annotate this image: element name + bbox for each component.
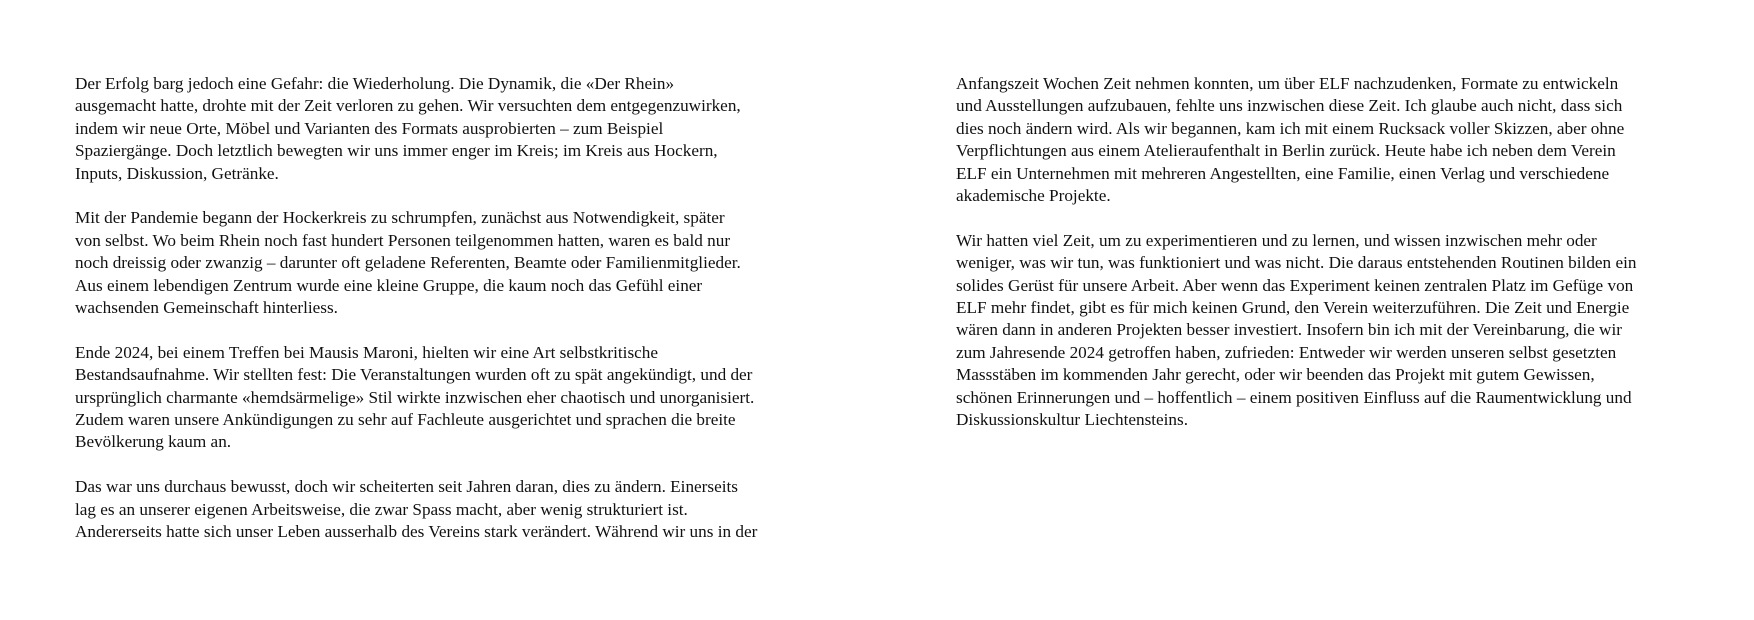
text-line: Spaziergänge. Doch letztlich bewegten wir uns immer enger im Kreis; im Kreis aus Hockern, [75, 141, 718, 161]
text-line: ELF ein Unternehmen mit mehreren Angestellten, eine Familie, einen Verlag und verschiedene [956, 163, 1610, 183]
text-line: Massstäben im kommenden Jahr gerecht, oder wir beenden das Projekt mit gutem Gewissen, [956, 365, 1595, 385]
text-line: Zudem waren unsere Ankündigungen zu sehr auf Fachleute ausgerichtet und sprachen die breite [75, 410, 736, 430]
text-line: Das war uns durchaus bewusst, doch wir scheiterten seit Jahren daran, dies zu ändern. Einerseits [75, 477, 738, 497]
text-line: Ende 2024, bei einem Treffen bei Mausis Maroni, hielten wir eine Art selbstkritische [75, 342, 658, 362]
text-line: Verpflichtungen aus einem Atelieraufenthalt in Berlin zurück. Heute habe ich neben dem Verein [956, 141, 1616, 161]
paragraph [956, 230, 1691, 432]
text-line: und Ausstellungen aufzubauen, fehlte uns inzwischen diese Zeit. Ich glaube auch nicht, dass sich [956, 96, 1623, 116]
text-line: noch dreissig oder zwanzig – darunter oft geladene Referenten, Beamte oder Familienmitglieder. [75, 253, 741, 273]
text-line: Bestandsaufnahme. Wir stellten fest: Die Veranstaltungen wurden oft zu spät angekündigt, und der [75, 365, 753, 385]
paragraph [75, 207, 810, 319]
text-line: Inputs, Diskussion, Getränke. [75, 163, 279, 183]
paragraph [75, 476, 810, 543]
text-line: solides Gerüst für unsere Arbeit. Aber wenn das Experiment keinen zentralen Platz im Gefüge von [956, 275, 1634, 295]
text-line: Aus einem lebendigen Zentrum wurde eine kleine Gruppe, die kaum noch das Gefühl einer [75, 275, 703, 295]
text-line: schönen Erinnerungen und – hoffentlich – einem positiven Einfluss auf die Raumentwicklung und [956, 387, 1632, 407]
right-text-column [956, 73, 1691, 431]
text-line: Mit der Pandemie begann der Hockerkreis zu schrumpfen, zunächst aus Notwendigkeit, später [75, 208, 725, 228]
paragraph [75, 73, 810, 185]
text-line: Wir hatten viel Zeit, um zu experimentieren und zu lernen, und wissen inzwischen mehr oder [956, 230, 1597, 250]
text-line: Anfangszeit Wochen Zeit nehmen konnten, um über ELF nachzudenken, Formate zu entwickeln [956, 74, 1619, 93]
text-line: akademische Projekte. [956, 186, 1111, 206]
text-line: Bevölkerung kaum an. [75, 432, 232, 452]
text-line: Der Erfolg barg jedoch eine Gefahr: die Wiederholung. Die Dynamik, die «Der Rhein» [75, 74, 675, 93]
text-line: dies noch ändern wird. Als wir begannen, kam ich mit einem Rucksack voller Skizzen, aber ohne [956, 118, 1625, 138]
text-line: ausgemacht hatte, drohte mit der Zeit verloren zu gehen. Wir versuchten dem entgegenzuwirken, [75, 96, 741, 116]
text-line: ursprünglich charmante «hemdsärmelige» Stil wirkte inzwischen eher chaotisch und unorganisiert. [75, 387, 755, 407]
text-line: weniger, was wir tun, was funktioniert und was nicht. Die daraus entstehenden Routinen bilden ein [956, 253, 1637, 273]
text-line: von selbst. Wo beim Rhein noch fast hundert Personen teilgenommen hatten, waren es bald nur [75, 230, 731, 250]
left-text-column [75, 73, 810, 543]
text-line: Andererseits hatte sich unser Leben ausserhalb des Vereins stark verändert. Während wir uns in der [75, 522, 758, 542]
text-line: lag es an unserer eigenen Arbeitsweise, die zwar Spass macht, aber wenig strukturiert ist. [75, 499, 688, 519]
text-line: wären dann in anderen Projekten besser investiert. Insofern bin ich mit der Vereinbarung, die wir [956, 320, 1622, 340]
paragraph [956, 73, 1691, 207]
text-line: Diskussionskultur Liechtensteins. [956, 410, 1189, 430]
text-line: zum Jahresende 2024 getroffen haben, zufrieden: Entweder wir werden unseren selbst gesetzten [956, 342, 1617, 362]
text-line: wachsenden Gemeinschaft hinterliess. [75, 298, 338, 318]
text-line: ELF mehr findet, gibt es für mich keinen Grund, den Verein weiterzuführen. Die Zeit und Energie [956, 298, 1630, 318]
text-line: indem wir neue Orte, Möbel und Varianten des Formats ausprobierten – zum Beispiel [75, 118, 664, 138]
paragraph [75, 342, 810, 454]
